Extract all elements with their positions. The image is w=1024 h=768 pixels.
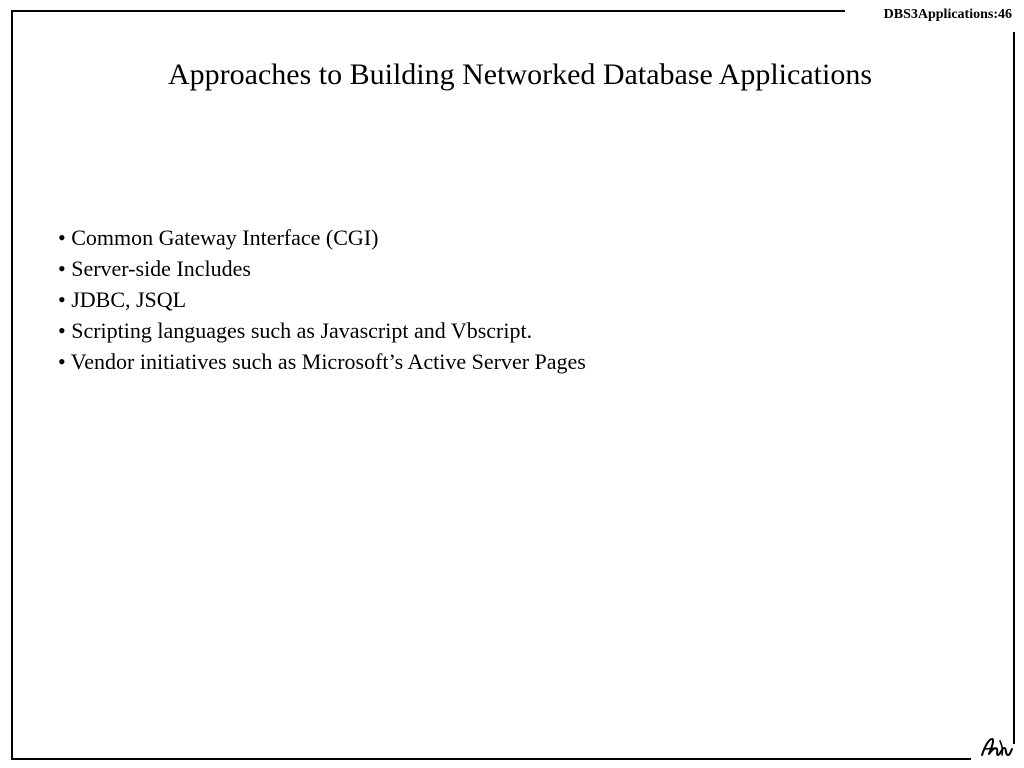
- bullet-item: • Server-side Includes: [58, 256, 251, 281]
- bullet-item: • Scripting languages such as Javascript and Vbscript.: [58, 318, 533, 343]
- frame-left-border: [11, 10, 13, 760]
- bullet-item: • Vendor initiatives such as Microsoft’s Active Server Pages: [58, 349, 586, 374]
- signature-logo-icon: [980, 736, 1014, 758]
- frame-right-border: [1013, 32, 1015, 744]
- slide-id-label: DBS3Applications:46: [883, 7, 1012, 22]
- frame-top-border: [11, 10, 845, 12]
- slide-title: Approaches to Building Networked Database Applications: [167, 58, 872, 91]
- bullet-item: • Common Gateway Interface (CGI): [58, 225, 379, 250]
- bullet-item: • JDBC, JSQL: [58, 287, 187, 312]
- frame-bottom-border: [11, 758, 971, 760]
- bullet-list: [58, 222, 586, 377]
